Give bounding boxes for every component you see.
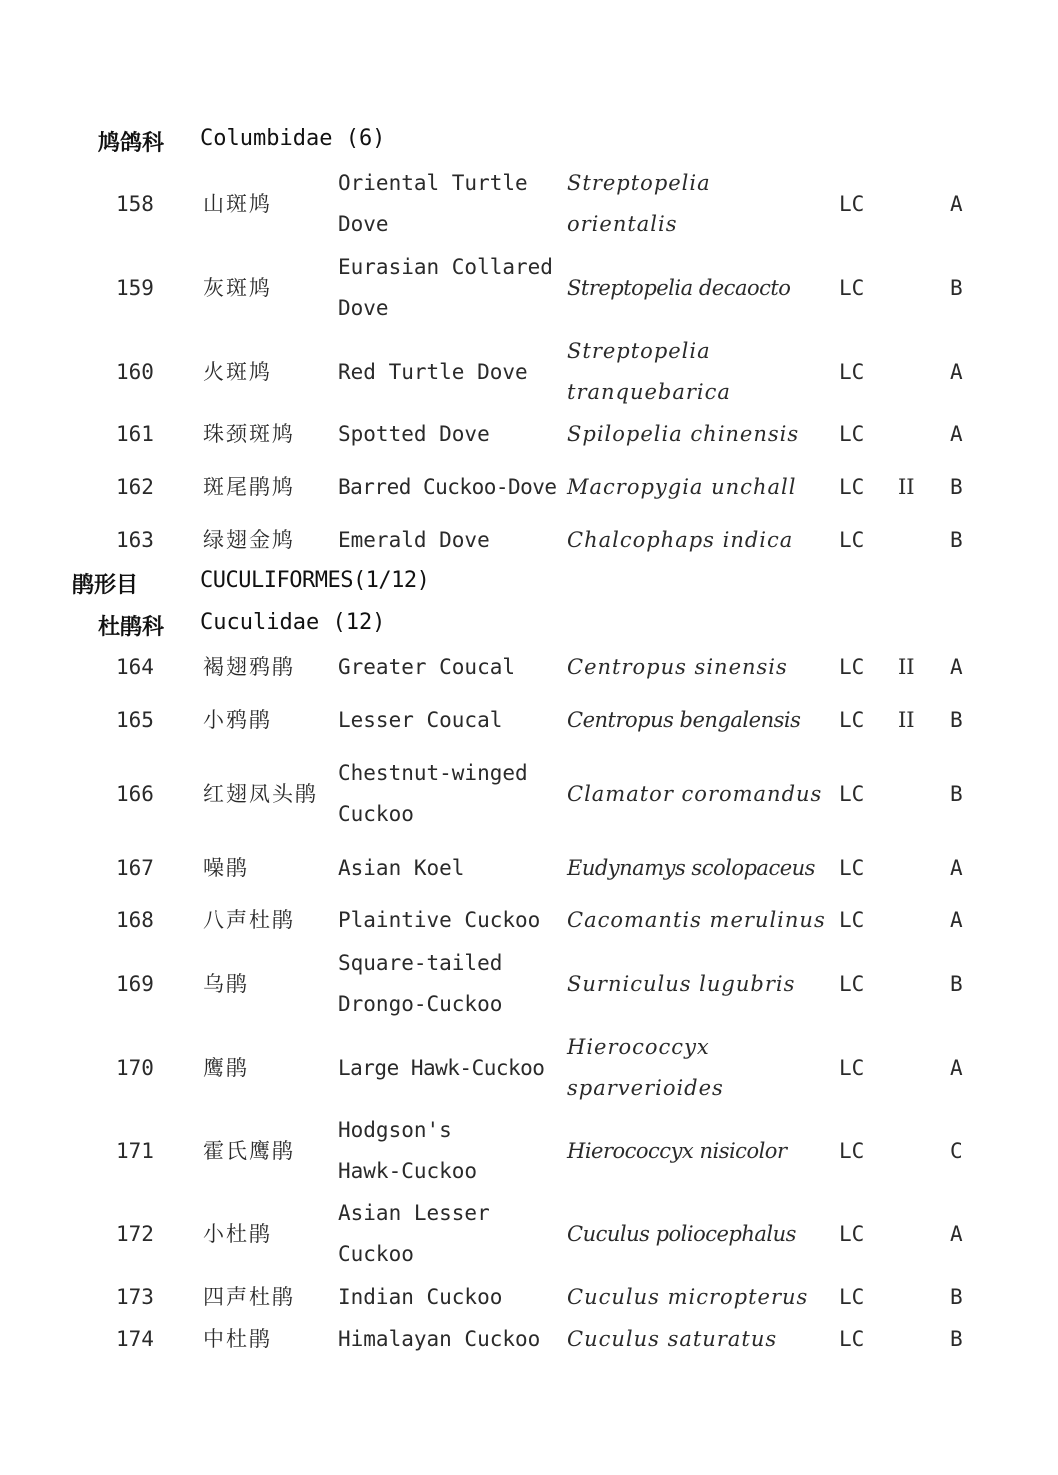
protection-level: II — [898, 708, 915, 732]
protection-level — [898, 247, 928, 329]
family-name-cn: 杜鹃科 — [98, 615, 165, 640]
family-name-cn: 鸠鸽科 — [98, 131, 165, 156]
english-name: Eurasian Collared Dove — [338, 255, 553, 320]
table-row — [0, 331, 1058, 413]
family-name-en: Cuculidae (12) — [200, 610, 386, 635]
table-row — [0, 753, 1058, 835]
iucn-status: LC — [839, 908, 865, 932]
row-number: 168 — [116, 908, 154, 932]
table-row — [0, 247, 1058, 329]
residence-status: A — [950, 856, 963, 880]
table-row — [0, 414, 1058, 455]
iucn-status: LC — [839, 1138, 865, 1163]
chinese-name: 乌鹃 — [203, 971, 249, 996]
iucn-status: LC — [839, 655, 865, 679]
scientific-name: Hierococcyx sparverioides — [567, 1035, 724, 1100]
table-row — [0, 1277, 1058, 1318]
english-name: Plaintive Cuckoo — [338, 908, 541, 932]
chinese-name: 绿翅金鸠 — [203, 528, 295, 552]
table-row — [0, 700, 1058, 741]
residence-status: B — [950, 708, 963, 732]
chinese-name: 小杜鹃 — [203, 1221, 272, 1246]
english-name: Himalayan Cuckoo — [338, 1327, 541, 1351]
row-number: 161 — [116, 422, 154, 446]
row-number: 170 — [116, 1055, 154, 1080]
chinese-name: 褐翅鸦鹃 — [203, 655, 295, 679]
row-number: 165 — [116, 708, 154, 732]
residence-status: B — [950, 971, 963, 996]
iucn-status: LC — [839, 856, 865, 880]
family-header-cuculidae — [98, 610, 386, 641]
order-name-cn: 鹃形目 — [72, 573, 139, 598]
order-header-cuculiformes — [72, 568, 430, 599]
english-name: Barred Cuckoo-Dove — [338, 475, 557, 499]
chinese-name: 中杜鹃 — [203, 1327, 272, 1351]
chinese-name: 八声杜鹃 — [203, 908, 295, 932]
iucn-status: LC — [839, 475, 865, 499]
scientific-name: Spilopelia chinensis — [567, 422, 800, 446]
row-number: 164 — [116, 655, 154, 679]
iucn-status: LC — [839, 359, 865, 384]
chinese-name: 小鸦鹃 — [203, 708, 272, 732]
row-number: 167 — [116, 856, 154, 880]
chinese-name: 火斑鸠 — [203, 359, 272, 384]
row-number: 160 — [116, 359, 154, 384]
english-name: Red Turtle Dove — [338, 359, 528, 384]
chinese-name: 鹰鹃 — [203, 1055, 249, 1080]
scientific-name: Cacomantis merulinus — [567, 908, 826, 932]
residence-status: A — [950, 655, 963, 679]
iucn-status: LC — [839, 422, 865, 446]
residence-status: A — [950, 191, 963, 216]
row-number: 169 — [116, 971, 154, 996]
row-number: 171 — [116, 1138, 154, 1163]
family-header-columbidae — [98, 126, 386, 157]
protection-level — [898, 1193, 928, 1275]
chinese-name: 珠颈斑鸠 — [203, 422, 295, 446]
scientific-name: Cuculus poliocephalus — [567, 1221, 796, 1246]
protection-level — [898, 753, 928, 835]
english-name: Greater Coucal — [338, 655, 516, 679]
scientific-name: Surniculus lugubris — [567, 971, 796, 996]
table-row — [0, 1110, 1058, 1192]
english-name: Lesser Coucal — [338, 708, 503, 732]
scientific-name: Centropus sinensis — [567, 655, 788, 679]
iucn-status: LC — [839, 1285, 865, 1309]
chinese-name: 斑尾鹃鸠 — [203, 475, 295, 499]
iucn-status: LC — [839, 781, 865, 806]
iucn-status: LC — [839, 1221, 865, 1246]
row-number: 162 — [116, 475, 154, 499]
english-name: Asian Lesser Cuckoo — [338, 1201, 490, 1266]
english-name: Oriental Turtle Dove — [338, 171, 528, 236]
iucn-status: LC — [839, 971, 865, 996]
iucn-status: LC — [839, 1055, 865, 1080]
iucn-status: LC — [839, 191, 865, 216]
iucn-status: LC — [839, 275, 865, 300]
residence-status: B — [950, 528, 963, 552]
chinese-name: 山斑鸠 — [203, 191, 272, 216]
english-name: Spotted Dove — [338, 422, 490, 446]
chinese-name: 灰斑鸠 — [203, 275, 272, 300]
chinese-name: 霍氏鹰鹃 — [203, 1138, 295, 1163]
row-number: 172 — [116, 1221, 154, 1246]
table-row — [0, 163, 1058, 245]
residence-status: B — [950, 475, 963, 499]
residence-status: B — [950, 781, 963, 806]
residence-status: B — [950, 275, 963, 300]
english-name: Hodgson's Hawk-Cuckoo — [338, 1118, 478, 1183]
english-name: Chestnut-winged Cuckoo — [338, 761, 528, 826]
chinese-name: 四声杜鹃 — [203, 1285, 295, 1309]
scientific-name: Hierococcyx nisicolor — [567, 1138, 787, 1163]
english-name: Large Hawk-Cuckoo — [338, 1055, 545, 1080]
protection-level: II — [898, 475, 915, 499]
scientific-name: Macropygia unchall — [567, 475, 797, 499]
protection-level — [898, 1027, 928, 1109]
english-name: Indian Cuckoo — [338, 1285, 503, 1309]
scientific-name: Streptopelia decaocto — [567, 275, 791, 300]
scientific-name: Streptopelia orientalis — [567, 171, 711, 236]
residence-status: C — [950, 1138, 963, 1163]
iucn-status: LC — [839, 1327, 865, 1351]
table-row — [0, 1319, 1058, 1360]
iucn-status: LC — [839, 708, 865, 732]
residence-status: A — [950, 422, 963, 446]
protection-level: II — [898, 655, 915, 679]
scientific-name: Centropus bengalensis — [567, 708, 801, 732]
row-number: 174 — [116, 1327, 154, 1351]
protection-level — [898, 943, 928, 1025]
table-row — [0, 848, 1058, 889]
iucn-status: LC — [839, 528, 865, 552]
protection-level — [898, 1110, 928, 1192]
protection-level — [898, 331, 928, 413]
row-number: 163 — [116, 528, 154, 552]
table-row — [0, 1027, 1058, 1109]
residence-status: A — [950, 1055, 963, 1080]
scientific-name: Cuculus saturatus — [567, 1327, 778, 1351]
chinese-name: 噪鹃 — [203, 856, 249, 880]
residence-status: A — [950, 908, 963, 932]
table-row — [0, 943, 1058, 1025]
table-row — [0, 467, 1058, 508]
row-number: 158 — [116, 191, 154, 216]
residence-status: A — [950, 1221, 963, 1246]
protection-level — [898, 163, 928, 245]
scientific-name: Clamator coromandus — [567, 781, 823, 806]
row-number: 173 — [116, 1285, 154, 1309]
scientific-name: Eudynamys scolopaceus — [567, 856, 815, 880]
table-row — [0, 520, 1058, 561]
english-name: Emerald Dove — [338, 528, 490, 552]
row-number: 159 — [116, 275, 154, 300]
scientific-name: Cuculus micropterus — [567, 1285, 809, 1309]
chinese-name: 红翅凤头鹃 — [203, 781, 318, 806]
scientific-name: Chalcophaps indica — [567, 528, 794, 552]
residence-status: B — [950, 1327, 963, 1351]
scientific-name: Streptopelia tranquebarica — [567, 339, 731, 404]
english-name: Asian Koel — [338, 856, 465, 880]
table-row — [0, 647, 1058, 688]
table-row — [0, 900, 1058, 941]
family-name-en: Columbidae (6) — [200, 126, 386, 151]
order-name-en: CUCULIFORMES(1/12) — [200, 568, 430, 593]
english-name: Square-tailed Drongo-Cuckoo — [338, 951, 503, 1016]
residence-status: B — [950, 1285, 963, 1309]
row-number: 166 — [116, 781, 154, 806]
table-row — [0, 1193, 1058, 1275]
residence-status: A — [950, 359, 963, 384]
